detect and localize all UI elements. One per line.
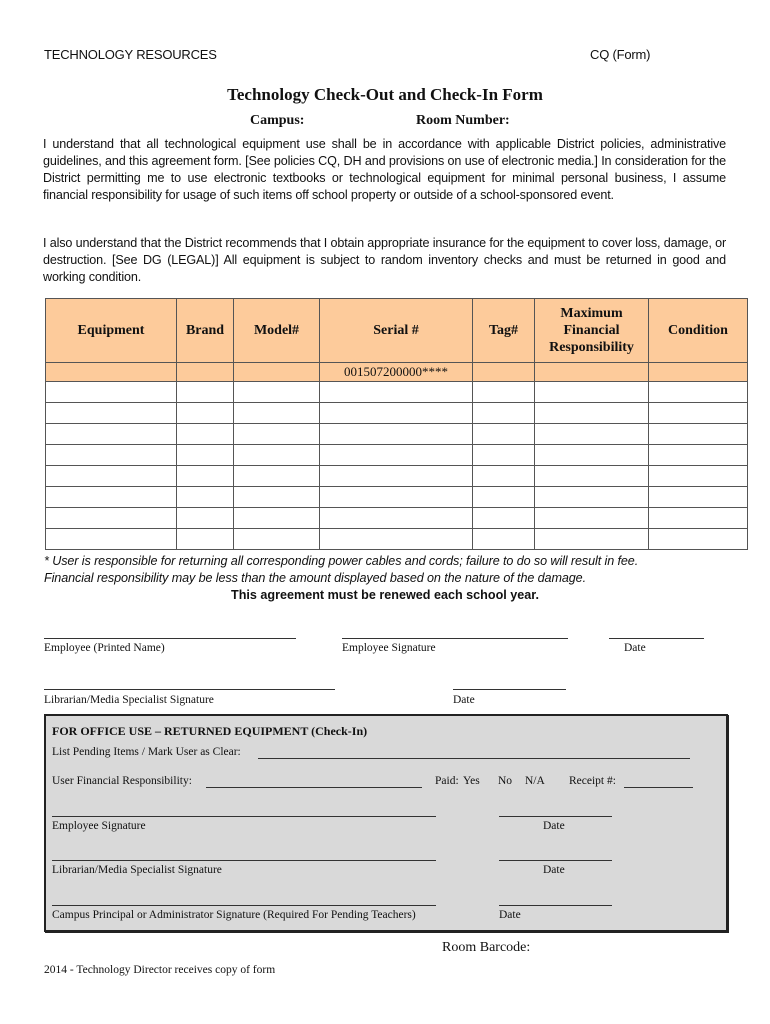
table-cell[interactable] xyxy=(46,445,177,466)
table-cell[interactable] xyxy=(535,424,649,445)
office-date-field-3[interactable] xyxy=(499,905,612,906)
table-cell[interactable] xyxy=(320,487,473,508)
table-cell[interactable] xyxy=(649,403,748,424)
footer-note: 2014 - Technology Director receives copy of form xyxy=(44,964,276,976)
employee-printed-name-label: Employee (Printed Name) xyxy=(44,642,165,654)
table-cell[interactable] xyxy=(234,508,320,529)
table-cell[interactable] xyxy=(473,403,535,424)
table-cell[interactable] xyxy=(46,424,177,445)
column-header-tag: Tag# xyxy=(473,299,535,363)
table-cell[interactable] xyxy=(46,529,177,550)
table-cell[interactable] xyxy=(234,403,320,424)
table-cell[interactable] xyxy=(177,445,234,466)
table-cell[interactable] xyxy=(473,382,535,403)
paid-option-yes[interactable]: Yes xyxy=(463,775,480,787)
pending-items-label: List Pending Items / Mark User as Clear: xyxy=(52,746,241,758)
column-header-brand: Brand xyxy=(177,299,234,363)
table-cell[interactable] xyxy=(177,466,234,487)
table-cell[interactable] xyxy=(473,363,535,382)
column-header-equipment: Equipment xyxy=(46,299,177,363)
table-cell[interactable] xyxy=(177,508,234,529)
table-cell[interactable] xyxy=(177,529,234,550)
date-field-2[interactable] xyxy=(453,689,566,690)
office-employee-signature-label: Employee Signature xyxy=(52,820,146,832)
table-cell[interactable] xyxy=(320,529,473,550)
table-cell[interactable] xyxy=(649,466,748,487)
table-cell[interactable] xyxy=(535,529,649,550)
receipt-number-field[interactable] xyxy=(624,787,693,788)
table-cell[interactable] xyxy=(46,466,177,487)
librarian-signature-field[interactable] xyxy=(44,689,335,690)
agreement-paragraph-2: I also understand that the District recommends that I obtain appropriate insurance for the equipment to cover loss, damage, or destruction. [See DG (LEGAL)] All equipment is subject to random inventory checks and must be returned in good and working condition. xyxy=(43,236,726,284)
employee-printed-name-field[interactable] xyxy=(44,638,296,639)
paid-option-na[interactable]: N/A xyxy=(525,775,545,787)
table-cell[interactable] xyxy=(320,445,473,466)
table-row xyxy=(46,445,748,466)
table-cell[interactable] xyxy=(473,445,535,466)
table-cell[interactable] xyxy=(234,529,320,550)
renewal-notice: This agreement must be renewed each school year. xyxy=(231,588,539,602)
paid-label: Paid: xyxy=(435,775,459,787)
financial-responsibility-field[interactable] xyxy=(206,787,422,788)
table-cell[interactable] xyxy=(46,508,177,529)
paid-option-no[interactable]: No xyxy=(498,775,513,787)
office-librarian-signature-label: Librarian/Media Specialist Signature xyxy=(52,864,222,876)
table-cell[interactable] xyxy=(535,466,649,487)
office-date-label-3: Date xyxy=(499,909,521,921)
date-label-1: Date xyxy=(624,642,646,654)
table-row xyxy=(46,487,748,508)
table-cell[interactable] xyxy=(473,508,535,529)
column-header-model: Model# xyxy=(234,299,320,363)
room-barcode-label: Room Barcode: xyxy=(442,940,531,955)
table-row xyxy=(46,403,748,424)
table-cell[interactable] xyxy=(649,508,748,529)
table-cell[interactable] xyxy=(46,403,177,424)
office-date-field-1[interactable] xyxy=(499,816,612,817)
table-row xyxy=(46,466,748,487)
form-title: Technology Check-Out and Check-In Form xyxy=(227,85,543,104)
receipt-label: Receipt #: xyxy=(569,775,616,787)
date-label-2: Date xyxy=(453,694,475,706)
table-cell[interactable] xyxy=(177,363,234,382)
table-cell[interactable] xyxy=(234,445,320,466)
table-cell[interactable] xyxy=(177,424,234,445)
table-cell[interactable] xyxy=(46,487,177,508)
policy-code: CQ (Form) xyxy=(590,47,651,62)
table-row xyxy=(46,508,748,529)
office-date-field-2[interactable] xyxy=(499,860,612,861)
table-cell[interactable] xyxy=(234,363,320,382)
table-cell[interactable] xyxy=(177,403,234,424)
employee-signature-field[interactable] xyxy=(342,638,568,639)
table-cell[interactable] xyxy=(535,363,649,382)
table-cell[interactable] xyxy=(649,529,748,550)
pending-items-field[interactable] xyxy=(258,758,690,759)
table-header-row xyxy=(46,299,748,363)
column-header-condition: Condition xyxy=(649,299,748,363)
table-row xyxy=(46,529,748,550)
table-cell[interactable] xyxy=(46,382,177,403)
office-use-section xyxy=(44,714,728,932)
table-cell[interactable] xyxy=(320,508,473,529)
table-cell[interactable] xyxy=(320,403,473,424)
office-librarian-signature-field[interactable] xyxy=(52,860,436,861)
table-cell[interactable] xyxy=(649,487,748,508)
agreement-paragraph-1: I understand that all technological equipment use shall be in accordance with applicable District policies, administrative guidelines, and this agreement form. [See policies CQ, DH and provisions on use of electronic media.] In consideration for the District permitting me to use electronic textbooks or technological equipment for minimal personal business, I assume financial responsibility for usage of such items off school property or outside of a school-sponsored event. xyxy=(43,137,726,202)
equipment-table xyxy=(45,298,748,550)
office-use-title: FOR OFFICE USE – RETURNED EQUIPMENT (Check-In) xyxy=(52,724,368,738)
table-cell[interactable] xyxy=(320,424,473,445)
table-cell[interactable] xyxy=(320,466,473,487)
table-cell[interactable] xyxy=(649,424,748,445)
table-cell[interactable] xyxy=(649,445,748,466)
table-cell[interactable] xyxy=(535,382,649,403)
cables-note: * User is responsible for returning all corresponding power cables and cords; failure to do so will result in fee. xyxy=(44,554,639,568)
financial-note: Financial responsibility may be less than the amount displayed based on the nature of the damage. xyxy=(44,571,586,585)
table-cell[interactable] xyxy=(46,363,177,382)
column-header-serial: Serial # xyxy=(320,299,473,363)
column-header-max-financial-responsibility: Maximum Financial Responsibility xyxy=(535,299,649,363)
principal-signature-field[interactable] xyxy=(52,905,436,906)
librarian-signature-label: Librarian/Media Specialist Signature xyxy=(44,694,214,706)
table-cell[interactable] xyxy=(473,424,535,445)
employee-signature-label: Employee Signature xyxy=(342,642,436,654)
office-date-label-2: Date xyxy=(543,864,565,876)
table-cell[interactable] xyxy=(473,529,535,550)
table-cell[interactable] xyxy=(177,487,234,508)
table-cell[interactable] xyxy=(649,363,748,382)
serial-number-cell[interactable]: 001507200000**** xyxy=(320,363,473,382)
principal-signature-label: Campus Principal or Administrator Signature (Required For Pending Teachers) xyxy=(52,909,416,921)
table-cell[interactable] xyxy=(535,487,649,508)
table-row xyxy=(46,363,748,382)
table-cell[interactable] xyxy=(535,445,649,466)
table-cell[interactable] xyxy=(320,382,473,403)
table-cell[interactable] xyxy=(535,508,649,529)
table-cell[interactable] xyxy=(649,382,748,403)
table-cell[interactable] xyxy=(234,487,320,508)
office-date-label-1: Date xyxy=(543,820,565,832)
room-number-label: Room Number: xyxy=(416,113,510,128)
table-cell[interactable] xyxy=(234,382,320,403)
table-cell[interactable] xyxy=(535,403,649,424)
table-cell[interactable] xyxy=(473,466,535,487)
table-cell[interactable] xyxy=(234,466,320,487)
section-header: TECHNOLOGY RESOURCES xyxy=(44,47,217,62)
table-row xyxy=(46,382,748,403)
table-row xyxy=(46,424,748,445)
table-cell[interactable] xyxy=(177,382,234,403)
office-employee-signature-field[interactable] xyxy=(52,816,436,817)
campus-label: Campus: xyxy=(250,113,305,128)
table-cell[interactable] xyxy=(234,424,320,445)
table-cell[interactable] xyxy=(473,487,535,508)
date-field-1[interactable] xyxy=(609,638,704,639)
financial-responsibility-label: User Financial Responsibility: xyxy=(52,775,192,787)
